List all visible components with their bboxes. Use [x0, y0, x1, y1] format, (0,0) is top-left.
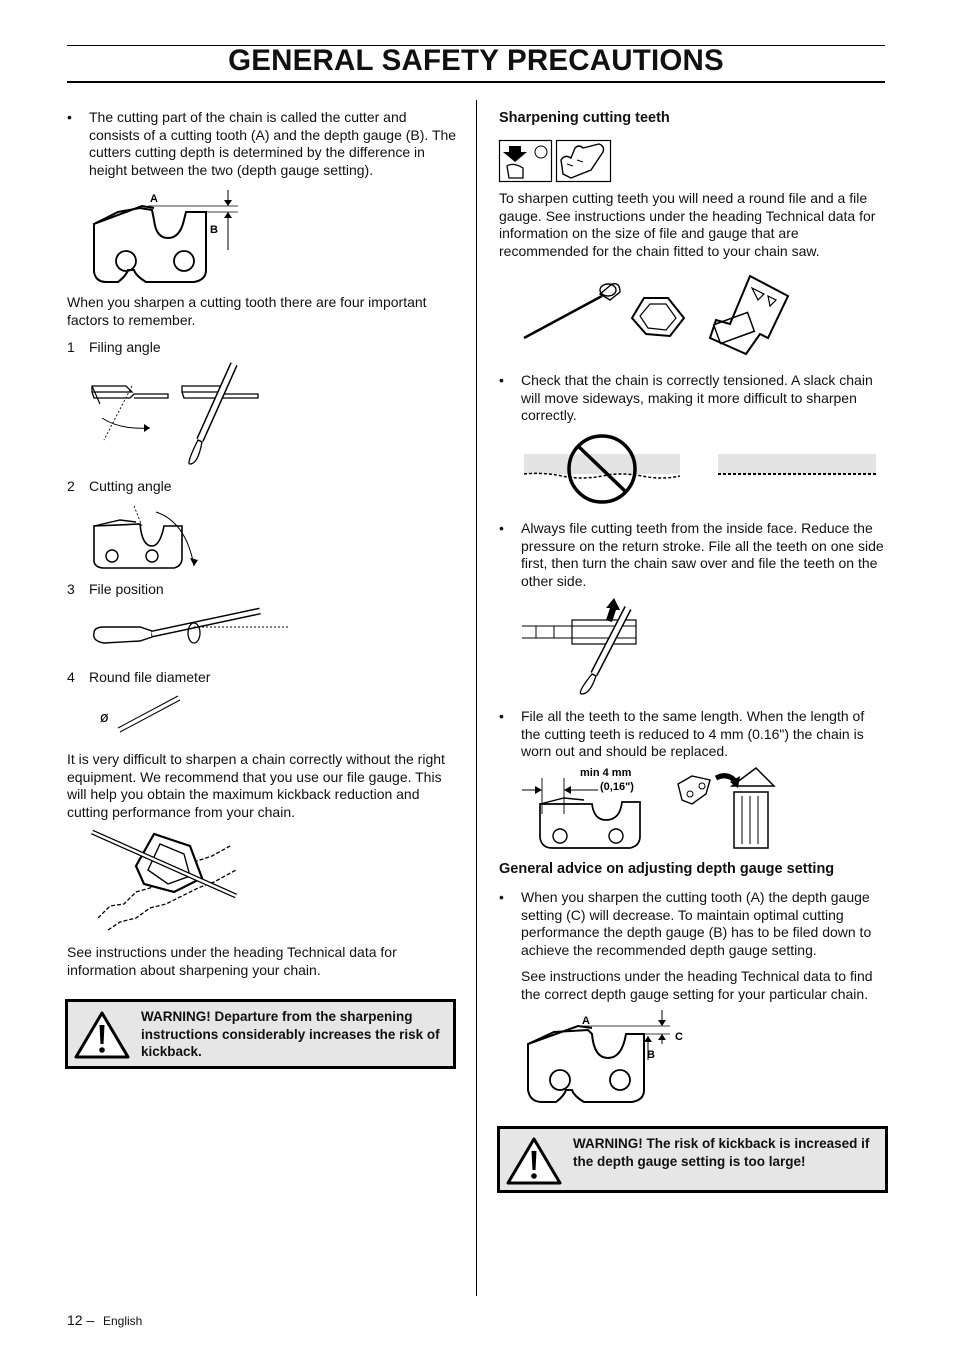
see-instructions-text: See instructions under the heading Technical data for information about sharpening your chain.: [67, 944, 397, 978]
factor-3-label: File position: [89, 581, 164, 597]
cutter-diagram: [88, 190, 248, 286]
label-c-right: C: [675, 1031, 683, 1043]
min-label-2: (0,16"): [600, 781, 634, 793]
warning-text-right: WARNING! The risk of kickback is increased if the depth gauge setting is too large!: [573, 1136, 870, 1169]
header-bottom-rule: [67, 81, 885, 83]
bullet-same-length: File all the teeth to the same length. When the length of the cutting teeth is reduced to 4 mm (0.16") the chain is worn out and should be replaced.: [521, 708, 865, 759]
bullet-dot: •: [499, 708, 504, 724]
bullet-dot: •: [499, 520, 504, 536]
inside-file-diagram: [520, 594, 640, 696]
equipment-text: It is very difficult to sharpen a chain correctly without the right equipment. We recommend that you use our file gauge. This will help you obtain the maximum kickback reduction and cutting performance from your chain.: [67, 751, 445, 820]
column-separator: [476, 100, 477, 1296]
bullet-dot: •: [499, 889, 504, 905]
file-gauge-diagram: [90, 826, 240, 934]
factor-3-num: 3: [67, 581, 75, 597]
page-title: GENERAL SAFETY PRECAUTIONS: [228, 44, 724, 77]
filing-angle-diagram: [90, 360, 265, 468]
bullet-inside-face: Always file cutting teeth from the inside face. Reduce the pressure on the return stroke. File all the teeth on one side first, then turn the chain saw over and file the teeth on the other side.: [521, 520, 884, 589]
warning-box-right: [497, 1126, 888, 1193]
depth-gauge-instructions: See instructions under the heading Technical data to find the correct depth gauge setting for your particular chain.: [521, 968, 873, 1002]
factor-4-num: 4: [67, 669, 75, 685]
factor-4-label: Round file diameter: [89, 669, 211, 685]
protective-icons: [499, 140, 611, 182]
cutting-angle-diagram: [90, 502, 200, 572]
sharpening-para: To sharpen cutting teeth you will need a round file and a file gauge. See instructions under the heading Technical data for information on the size of file and gauge that are recommended for the chain fitted to your chain saw.: [499, 190, 876, 259]
bullet-tension: Check that the chain is correctly tensioned. A slack chain will move sideways, making it more difficult to sharpen correctly.: [521, 372, 873, 423]
label-a-right: A: [582, 1015, 590, 1027]
factors-intro: When you sharpen a cutting tooth there are four important factors to remember.: [67, 294, 427, 328]
depth-gauge-diagram: [522, 1010, 692, 1108]
diameter-symbol: ø: [100, 710, 109, 726]
label-b: B: [210, 224, 218, 236]
warning-triangle-icon: [74, 1010, 130, 1060]
minimum-length-diagram: [520, 764, 780, 854]
warning-box-left: [65, 999, 456, 1069]
factor-2-num: 2: [67, 478, 75, 494]
bullet-dot: •: [67, 109, 72, 125]
warning-text-left: WARNING! Departure from the sharpening instructions considerably increases the risk of kickback.: [141, 1009, 440, 1059]
factor-1-num: 1: [67, 339, 75, 355]
chain-tension-diagram: [522, 432, 878, 506]
label-a: A: [150, 193, 158, 205]
label-b-right: B: [647, 1049, 655, 1061]
page-number: 12 –: [67, 1312, 95, 1328]
heading-depth-gauge: General advice on adjusting depth gauge setting: [499, 861, 835, 877]
intro-text: The cutting part of the chain is called the cutter and consists of a cutting tooth (A) and the depth gauge (B). The cutters cutting depth is determined by the difference in height between the two (depth gauge setting).: [89, 109, 457, 178]
min-label-1: min 4 mm: [580, 767, 632, 779]
file-position-diagram: [90, 603, 295, 655]
factor-1-label: Filing angle: [89, 339, 161, 355]
warning-triangle-icon: [506, 1136, 562, 1186]
file-and-gauges-diagram: [520, 268, 795, 360]
factor-2-label: Cutting angle: [89, 478, 172, 494]
bullet-depth-gauge: When you sharpen the cutting tooth (A) the depth gauge setting (C) will decrease. To maintain optimal cutting performance the depth gauge (B) has to be filed down to achieve the recommended depth gauge setting.: [521, 889, 872, 958]
heading-sharpening: Sharpening cutting teeth: [499, 110, 670, 126]
bullet-dot: •: [499, 372, 504, 388]
round-file-diagram: [98, 692, 184, 734]
footer-language: English: [103, 1314, 143, 1328]
